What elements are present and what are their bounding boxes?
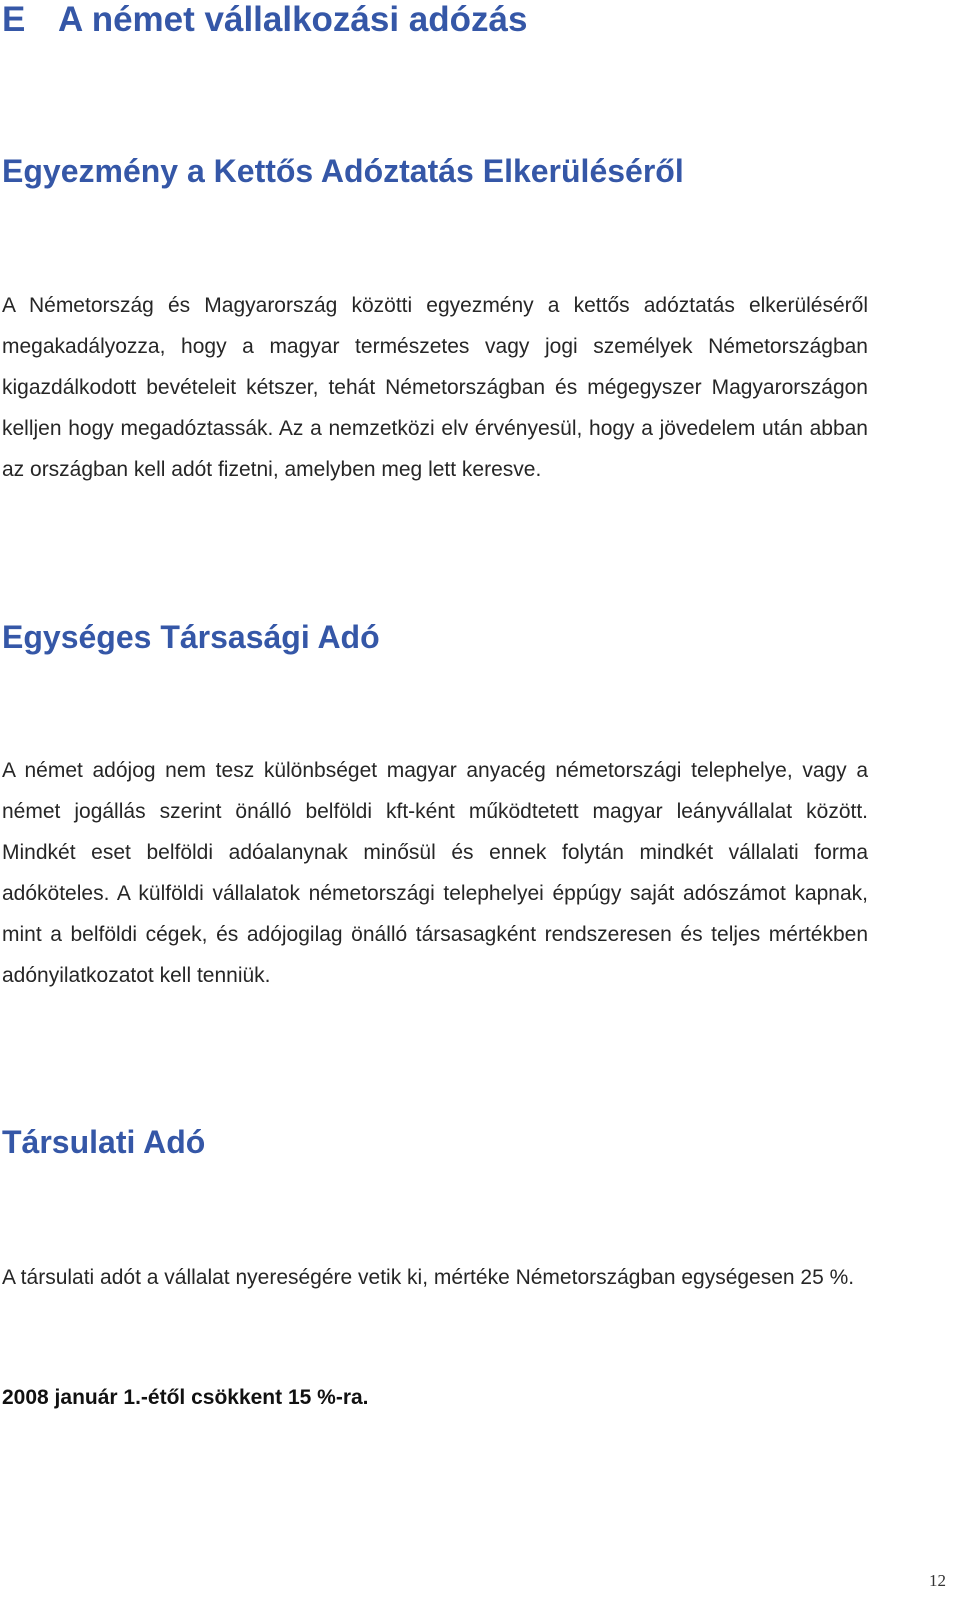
page-number: 12 bbox=[929, 1571, 946, 1590]
paragraph-company-tax: A társulati adót a vállalat nyereségére vetik ki, mértéke Németországban egységesen 25 %. bbox=[2, 1266, 855, 1289]
section-heading-corporate-tax: Egységes Társasági Adó bbox=[2, 619, 380, 655]
tax-rate-change-note: 2008 január 1.-étől csökkent 15 %-ra. bbox=[2, 1386, 369, 1409]
chapter-letter: E bbox=[2, 0, 26, 39]
paragraph-corporate-tax: A német adójog nem tesz különbséget magyar anyacég németországi telephelye, vagy a német jogállás szerint önálló belföldi kft-ként működtetett magyar leányvállalat között. Mindkét eset belföldi adóalanynak minősül és ennek folytán mindkét vállalati forma adóköteles. A külföldi vállalatok németországi telephelyei éppúgy saját adószámot kapnak, mint a belföldi cégek, és adójogilag önálló társasagként rendszeresen és teljes mértékben adónyilatkozatot kell tenniük. bbox=[2, 759, 868, 987]
chapter-title-text: A német vállalkozási adózás bbox=[58, 0, 528, 39]
chapter-title bbox=[2, 0, 527, 40]
paragraph-double-taxation: A Németország és Magyarország közötti egyezmény a kettős adóztatás elkerüléséről megakadályozza, hogy a magyar természetes vagy jogi személyek Németországban kigazdálkodott bevételeit kétszer, tehát Németországban és mégegyszer Magyarországon kelljen hogy megadóztassák. Az a nemzetközi elv érvényesül, hogy a jövedelem után abban az országban kell adót fizetni, amelyben meg lett keresve. bbox=[2, 294, 868, 481]
section-heading-double-taxation: Egyezmény a Kettős Adóztatás Elkerüléséről bbox=[2, 153, 684, 189]
section-heading-company-tax: Társulati Adó bbox=[2, 1124, 206, 1160]
